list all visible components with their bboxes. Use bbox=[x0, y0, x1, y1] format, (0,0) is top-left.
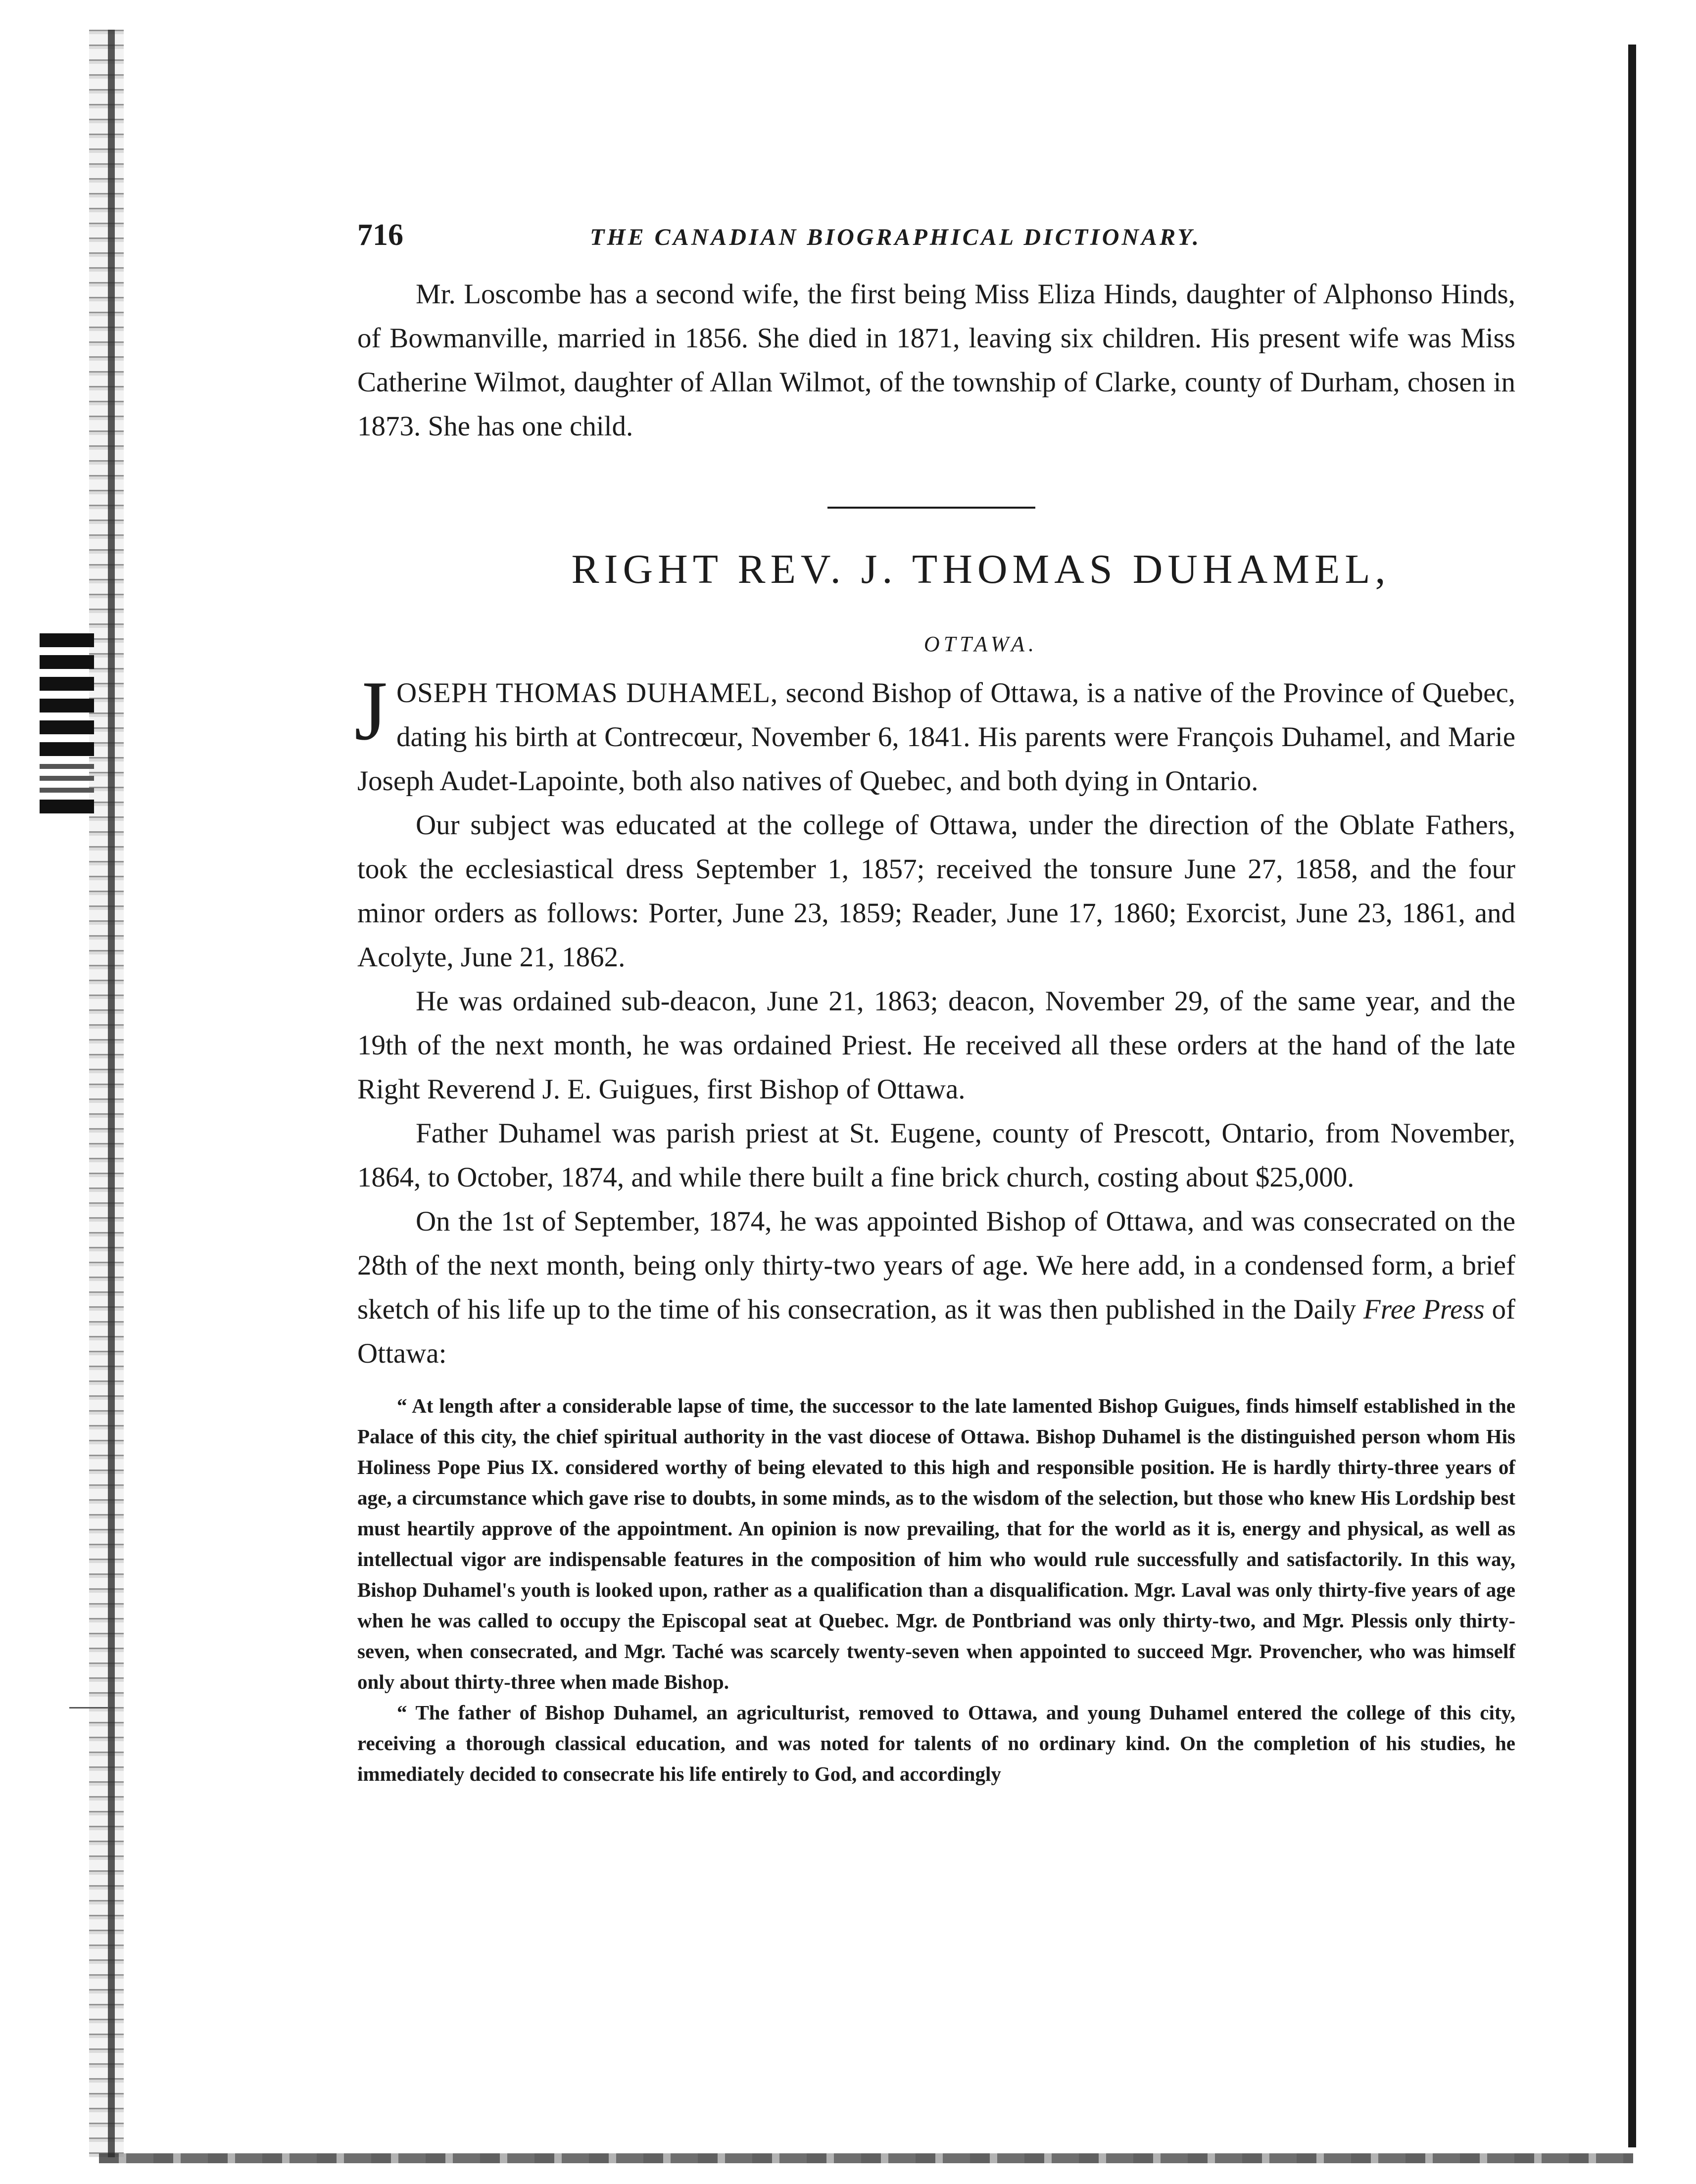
scan-edge-left bbox=[89, 30, 124, 2157]
quoted-extract bbox=[357, 1390, 1515, 1789]
separator-rule bbox=[827, 507, 1035, 509]
drop-cap: J bbox=[354, 664, 388, 759]
scan-edge-right bbox=[1628, 45, 1636, 2147]
continuation-paragraph: Mr. Loscombe has a second wife, the first being Miss Eliza Hinds, daughter of Alphonso Hinds, of Bowmanville, married in 1856. She died in 1871, leaving six children. His present wife was Miss Catherine Wilmot, daughter of Allan Wilmot, of the township of Clarke, county of Durham, chosen in 1873. She has one child. bbox=[357, 279, 1515, 442]
quote-paragraph: “ The father of Bishop Duhamel, an agriculturist, removed to Ottawa, and young Duhamel entered the college of this city, receiving a thorough classical education, and was noted for talents of no ordinary kind. On the completion of his studies, he immediately decided to consecrate his life entirely to God, and accordingly bbox=[357, 1701, 1515, 1786]
section-separator bbox=[357, 448, 1515, 542]
appointment-text: On the 1st of September, 1874, he was appointed Bishop of Ottawa, and was consecrated on the 28th of the next month, being only thirty-two years of age. We here add, in a condensed form, a brief sketch of his life up to the time of his consecration, as it was then published in the Daily bbox=[357, 1206, 1515, 1326]
paragraph-parish: Father Duhamel was parish priest at St. Eugene, county of Prescott, Ontario, from November, 1864, to October, 1874, and while there built a fine brick church, costing about $25,000. bbox=[357, 1118, 1515, 1193]
entry-title: RIGHT REV. J. THOMAS DUHAMEL, bbox=[571, 546, 1391, 592]
scan-edge-bottom bbox=[99, 2153, 1633, 2163]
quote-paragraph: “ At length after a considerable lapse of time, the successor to the late lamented Bishop Guigues, finds himself established in the Palace of this city, the chief spiritual authority in the vast diocese of Ottawa. Bishop Duhamel is the distinguished person whom His Holiness Pope Pius IX. considered worthy of being elevated to this high and responsible position. He is hardly thirty-three years of age, a circumstance which gave rise to doubts, in some minds, as to the wisdom of the selection, but those who knew His Lordship best must heartily approve of the appointment. An opinion is now prevailing, that for the world as it is, energy and physical, as well as intellectual vigor are indispensable features in the composition of him who would rule successfully and satisfactorily. In this way, Bishop Duhamel's youth is looked upon, rather as a qualification than a disqualification. Mgr. Laval was only thirty-five years of age when he was called to occupy the Episcopal seat at Quebec. Mgr. de Pontbriand was only thirty-two, and Mgr. Plessis only thirty-seven, when consecrated, and Mgr. Taché was scarcely twenty-seven when appointed to succeed Mgr. Provencher, who was himself only about thirty-three when made Bishop. bbox=[357, 1394, 1515, 1694]
appointment-text-end: of Ottawa: bbox=[357, 1294, 1515, 1370]
running-head bbox=[357, 218, 1515, 272]
lead-first-words: OSEPH THOMAS DUHAMEL, bbox=[396, 677, 778, 709]
scan-edge-left-shadow bbox=[108, 30, 115, 2157]
paragraph-education: Our subject was educated at the college of Ottawa, under the direction of the Oblate Fathers, took the ecclesiastical dress September 1, 1857; received the tonsure June 27, 1858, and the four minor orders as follows: Porter, June 23, 1859; Reader, June 17, 1860; Exorcist, June 23, 1861, and Acolyte, June 21, 1862. bbox=[357, 809, 1515, 973]
lead-rest: second Bishop of Ottawa, is a native of the Province of Quebec, dating his birth at Contrecœur, November 6, 1841. His parents were François Duhamel, and Marie Joseph Audet-Lapointe, both also natives of Quebec, and both dying in Ontario. bbox=[357, 677, 1515, 797]
paragraph-appointment bbox=[357, 1199, 1515, 1376]
page bbox=[354, 218, 1515, 1789]
paragraph-ordination: He was ordained sub-deacon, June 21, 1863; deacon, November 29, of the same year, and the 19th of the next month, he was ordained Priest. He received all these orders at the hand of the late Right Reverend J. E. Guigues, first Bishop of Ottawa. bbox=[357, 986, 1515, 1105]
scan-edge-dash bbox=[69, 1707, 109, 1709]
newspaper-name: Free Press bbox=[1363, 1294, 1485, 1326]
running-title: THE CANADIAN BIOGRAPHICAL DICTIONARY. bbox=[590, 224, 1201, 250]
page-number: 716 bbox=[357, 218, 403, 252]
scan-barcode-marks bbox=[40, 633, 94, 881]
lead-paragraph bbox=[354, 664, 1515, 803]
entry-location: OTTAWA. bbox=[923, 632, 1038, 657]
